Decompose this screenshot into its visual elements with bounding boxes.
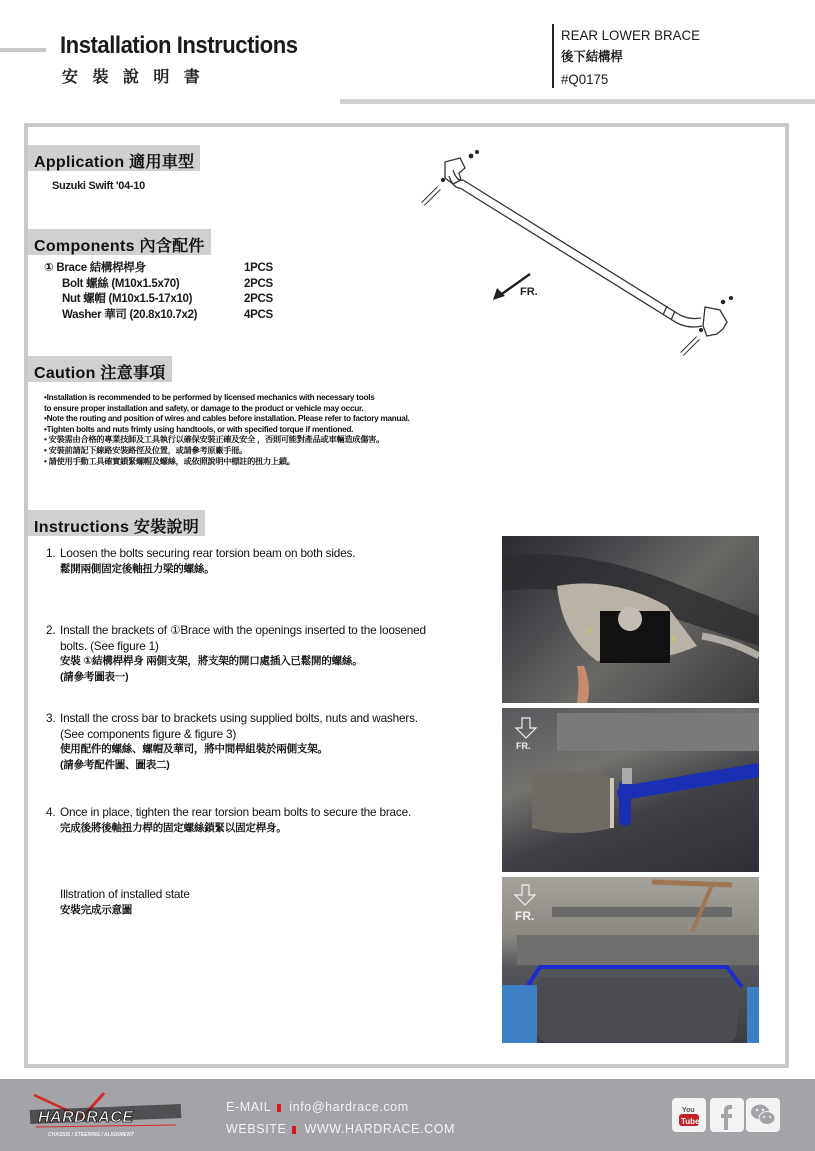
step-number: 2. bbox=[46, 623, 56, 637]
footer-contact bbox=[226, 1096, 455, 1140]
product-info bbox=[561, 24, 700, 90]
email-label: E-MAIL bbox=[226, 1100, 272, 1114]
component-name: Washer 華司 (20.8x10.7x2) bbox=[62, 308, 198, 321]
step-text-zh: (請參考配件圖、圖表二) bbox=[60, 758, 170, 771]
email-link[interactable]: info@hardrace.com bbox=[289, 1100, 409, 1114]
brand-tagline: CHASSIS / STEERING / ALIGNMENT bbox=[48, 1132, 134, 1138]
caution-line: •Note the routing and position of wires and cables before installation. Please refer to factory manual. bbox=[44, 414, 410, 424]
instruction-step-2 bbox=[46, 623, 426, 685]
svg-text:Tube: Tube bbox=[681, 1117, 700, 1126]
step-text-en: Install the brackets of ①Brace with the openings inserted to the loosened bbox=[60, 623, 426, 637]
component-row bbox=[44, 308, 294, 324]
svg-text:↑: ↑ bbox=[586, 623, 593, 639]
hardrace-logo[interactable] bbox=[26, 1089, 186, 1145]
header-rule-right bbox=[340, 99, 815, 104]
step-text-en: Install the cross bar to brackets using supplied bolts, nuts and washers. bbox=[60, 711, 418, 725]
instruction-step-3 bbox=[46, 711, 418, 773]
application-vehicle: Suzuki Swift '04-10 bbox=[52, 180, 145, 192]
component-qty: 4PCS bbox=[244, 308, 273, 321]
step-text-zh: 鬆開兩側固定後軸扭力梁的螺絲。 bbox=[60, 562, 215, 575]
photo-direction-label: FR. bbox=[515, 909, 535, 923]
component-qty: 2PCS bbox=[244, 293, 273, 305]
caution-line: • 安裝前請記下線路安裝路徑及位置，或請參考原廠手冊。 bbox=[44, 445, 248, 455]
step-text-en: Loosen the bolts securing rear torsion beam on both sides. bbox=[60, 546, 356, 560]
brand-name: HARDRACE bbox=[38, 1109, 134, 1126]
page-subtitle: 安 裝 說 明 書 bbox=[62, 69, 205, 86]
email-row bbox=[226, 1096, 455, 1118]
caution-line: • 請使用手動工具確實鎖緊螺帽及螺絲，或依照說明中標註的扭力上鎖。 bbox=[44, 456, 295, 466]
component-qty: 1PCS bbox=[244, 262, 273, 274]
youtube-icon[interactable] bbox=[672, 1098, 706, 1132]
website-link[interactable]: WWW.HARDRACE.COM bbox=[304, 1122, 456, 1136]
figure-1-photo bbox=[502, 536, 759, 703]
illustration-caption-zh: 安裝完成示意圖 bbox=[60, 904, 133, 916]
step-text-zh: 安裝 ①結構桿桿身 兩側支架，將支架的開口處插入已鬆開的螺絲。 bbox=[60, 655, 363, 667]
instructions-heading: Instructions 安裝說明 bbox=[28, 510, 205, 536]
product-name-en: REAR LOWER BRACE bbox=[561, 27, 700, 43]
product-code: #Q0175 bbox=[561, 71, 609, 87]
step-text-en: bolts. (See figure 1) bbox=[60, 638, 159, 653]
component-name: ① Brace 結構桿桿身 bbox=[44, 262, 146, 274]
component-row bbox=[44, 277, 294, 293]
illustration-caption bbox=[60, 886, 190, 918]
step-number: 4. bbox=[46, 805, 56, 819]
page-title: Installation Instructions bbox=[60, 32, 298, 59]
figure-2-photo bbox=[502, 708, 759, 872]
step-number: 1. bbox=[46, 546, 56, 560]
step-text-en: (See components figure & figure 3) bbox=[60, 726, 237, 741]
step-text-en: Once in place, tighten the rear torsion beam bolts to secure the brace. bbox=[60, 805, 412, 819]
component-name: Nut 螺帽 (M10x1.5-17x10) bbox=[62, 293, 193, 305]
product-name-zh: 後下結構桿 bbox=[561, 49, 623, 64]
step-number: 3. bbox=[46, 711, 56, 725]
footer bbox=[0, 1079, 815, 1151]
instruction-step-1 bbox=[46, 546, 355, 577]
facebook-icon[interactable] bbox=[710, 1098, 744, 1132]
caution-list bbox=[44, 393, 410, 467]
caution-line: to ensure proper installation and safety, or damage to the product or vehicle may occur. bbox=[44, 403, 364, 413]
caution-line: •Tighten bolts and nuts frimly using handtools, or with specified torque if mentioned. bbox=[44, 424, 354, 434]
website-label: WEBSITE bbox=[226, 1122, 287, 1136]
svg-text:↑: ↑ bbox=[670, 631, 677, 647]
website-row bbox=[226, 1118, 455, 1140]
header-rule-left bbox=[0, 48, 46, 52]
components-heading: Components 內含配件 bbox=[28, 229, 211, 255]
separator-dot bbox=[277, 1104, 281, 1112]
caution-line: •Installation is recommended to be performed by licensed mechanics with necessary tools bbox=[44, 393, 375, 402]
component-row bbox=[44, 292, 294, 308]
caution-line: • 安裝需由合格的專業技師及工具執行以確保安裝正確及安全 ，否則可能對產品或車輛造成傷害。 bbox=[44, 435, 385, 445]
svg-text:You: You bbox=[682, 1107, 695, 1114]
component-qty: 2PCS bbox=[244, 277, 273, 290]
step-text-zh: (請參考圖表一) bbox=[60, 670, 129, 683]
step-text-zh: 使用配件的螺絲、螺帽及華司，將中間桿組裝於兩側支架。 bbox=[60, 743, 328, 755]
caution-heading: Caution 注意事項 bbox=[28, 356, 172, 382]
figure-3-photo bbox=[502, 877, 759, 1043]
component-name: Bolt 螺絲 (M10x1.5x70) bbox=[62, 277, 180, 290]
wechat-icon[interactable] bbox=[746, 1098, 780, 1132]
component-row bbox=[44, 261, 294, 277]
header-divider bbox=[552, 24, 554, 88]
illustration-caption-en: Illstration of installed state bbox=[60, 887, 190, 901]
components-list bbox=[44, 261, 294, 323]
direction-label: FR. bbox=[520, 286, 538, 298]
separator-dot bbox=[292, 1126, 296, 1134]
step-text-zh: 完成後將後軸扭力桿的固定螺絲鎖緊以固定桿身。 bbox=[60, 821, 287, 834]
brace-diagram bbox=[405, 140, 745, 370]
instruction-step-4 bbox=[46, 805, 411, 836]
photo-direction-label: FR. bbox=[516, 741, 531, 751]
application-heading: Application 適用車型 bbox=[28, 145, 200, 171]
